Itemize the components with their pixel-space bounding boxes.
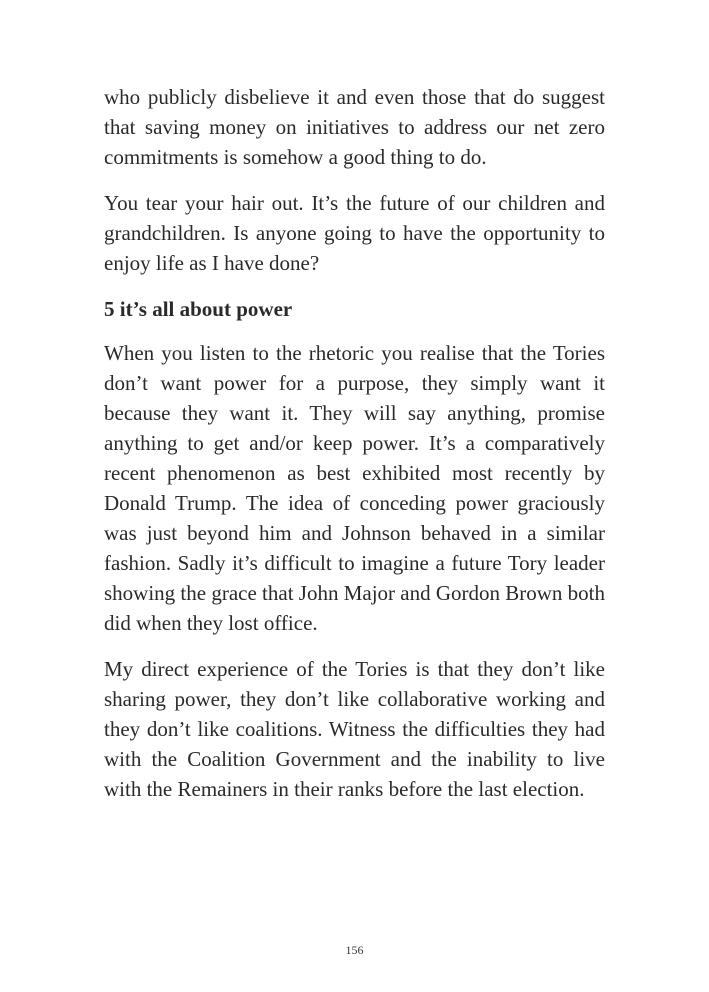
paragraph-direct-experience: My direct experience of the Tories is that they don’t like sharing power, they don’t like collaborative working and they don’t like coalitions. Witness the difficulties they had with the Coalition Government and the inability to live with the Remainers in their ranks before the last election. <box>104 657 605 801</box>
paragraph-net-zero: who publicly disbelieve it and even those that do suggest that saving money on initiatives to address our net zero commitments is somehow a good thing to do. <box>104 85 605 169</box>
page-body <box>104 82 605 820</box>
section-heading: 5 it’s all about power <box>104 297 293 321</box>
paragraph-future-children: You tear your hair out. It’s the future of our children and grandchildren. Is anyone going to have the opportunity to enjoy life as I have done? <box>104 191 605 275</box>
paragraph-rhetoric: When you listen to the rhetoric you realise that the Tories don’t want power for a purpose, they simply want it because they want it. They will say anything, promise anything to get and/or keep power. It’s a comparatively recent phenomenon as best exhibited most recently by Donald Trump. The idea of conceding power graciously was just beyond him and Johnson behaved in a similar fashion. Sadly it’s difficult to imagine a future Tory leader showing the grace that John Major and Gordon Brown both did when they lost office. <box>104 341 605 635</box>
page-number: 156 <box>345 943 364 957</box>
